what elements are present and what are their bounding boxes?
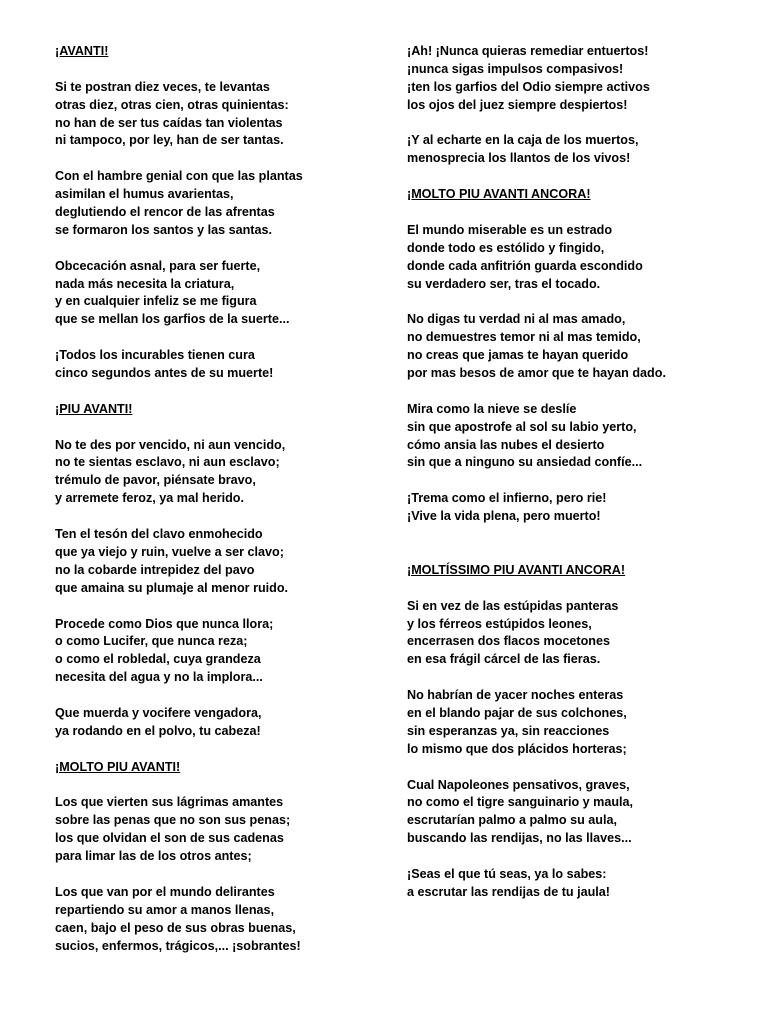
- stanza-gap: [407, 848, 747, 866]
- poem-line: Obcecación asnal, para ser fuerte,: [55, 258, 261, 273]
- stanza-gap: [55, 687, 395, 705]
- poem-line: en el blando pajar de sus colchones,: [407, 705, 627, 720]
- stanza-gap: [407, 669, 747, 687]
- poem-line: necesita del agua y no la implora...: [55, 670, 263, 685]
- poem-line: No te des por vencido, ni aun vencido,: [55, 437, 286, 452]
- poem-line: menosprecia los llantos de los vivos!: [407, 151, 631, 166]
- poem-line: no como el tigre sanguinario y maula,: [407, 795, 634, 810]
- poem-line: otras diez, otras cien, otras quinientas:: [55, 97, 289, 112]
- poem-line: Los que vierten sus lágrimas amantes: [55, 795, 284, 810]
- stanza-gap: [407, 472, 747, 490]
- poem-line: ¡nunca sigas impulsos compasivos!: [407, 61, 624, 76]
- poem-line: se formaron los santos y las santas.: [55, 222, 272, 237]
- poem-line: no te sientas esclavo, ni aun esclavo;: [55, 455, 280, 470]
- poem-line: y en cualquier infeliz se me figura: [55, 294, 257, 309]
- stanza-gap: [55, 150, 395, 168]
- stanza-gap: [55, 419, 395, 437]
- poem-line: donde cada anfitrión guarda escondido: [407, 258, 643, 273]
- poem-line: o como el robledal, cuya grandeza: [55, 652, 261, 667]
- poem-line: repartiendo su amor a manos llenas,: [55, 902, 275, 917]
- poem-line: ¡ten los garfios del Odio siempre activos: [407, 79, 650, 94]
- stanza-gap: [55, 598, 395, 616]
- poem-line: y los férreos estúpidos leones,: [407, 616, 592, 631]
- stanza-gap: [407, 383, 747, 401]
- poem-line: deglutiendo el rencor de las afrentas: [55, 205, 275, 220]
- section-heading: ¡MOLTO PIU AVANTI ANCORA!: [407, 187, 591, 202]
- stanza-gap: [407, 204, 747, 222]
- section-heading: ¡MOLTÍSSIMO PIU AVANTI ANCORA!: [407, 562, 626, 577]
- stanza-gap: [55, 329, 395, 347]
- poem-line: cómo ansia las nubes el desierto: [407, 437, 605, 452]
- poem-line: donde todo es estólido y fingido,: [407, 240, 605, 255]
- poem-line: Si en vez de las estúpidas panteras: [407, 598, 619, 613]
- poem-line: ¡Vive la vida plena, pero muerto!: [407, 509, 601, 524]
- poem-line: ya rodando en el polvo, tu cabeza!: [55, 723, 261, 738]
- poem-line: no demuestres temor ni al mas temido,: [407, 330, 641, 345]
- poem-line: Si te postran diez veces, te levantas: [55, 79, 270, 94]
- poem-line: ¡Ah! ¡Nunca quieras remediar entuertos!: [407, 44, 649, 58]
- poem-line: buscando las rendijas, no las llaves...: [407, 831, 632, 846]
- poem-line: Con el hambre genial con que las plantas: [55, 169, 303, 184]
- poem-line: caen, bajo el peso de sus obras buenas,: [55, 920, 296, 935]
- poem-line: Procede como Dios que nunca llora;: [55, 616, 274, 631]
- poem-line: los ojos del juez siempre despiertos!: [407, 97, 628, 112]
- stanza-gap: [55, 866, 395, 884]
- stanza-gap: [55, 777, 395, 795]
- poem-line: cinco segundos antes de su muerte!: [55, 366, 274, 381]
- poem-line: y arremete feroz, ya mal herido.: [55, 491, 244, 506]
- poem-line: ¡Trema como el infierno, pero rie!: [407, 491, 607, 506]
- poem-line: o como Lucifer, que nunca reza;: [55, 634, 248, 649]
- stanza-gap: [55, 741, 395, 759]
- poem-line: ni tampoco, por ley, han de ser tantas.: [55, 133, 284, 148]
- poem-line: por mas besos de amor que te hayan dado.: [407, 366, 666, 381]
- left-column: [55, 43, 395, 955]
- right-column: [407, 43, 747, 902]
- stanza-gap: [407, 115, 747, 133]
- poem-line: que se mellan los garfios de la suerte...: [55, 312, 290, 327]
- stanza-gap: [407, 544, 747, 562]
- poem-line: no creas que jamas te hayan querido: [407, 348, 629, 363]
- poem-line: para limar las de los otros antes;: [55, 849, 252, 864]
- stanza-gap: [407, 293, 747, 311]
- section-heading: ¡AVANTI!: [55, 44, 109, 58]
- poem-line: no han de ser tus caídas tan violentas: [55, 115, 283, 130]
- stanza-gap: [407, 759, 747, 777]
- section-heading: ¡PIU AVANTI!: [55, 401, 133, 416]
- poem-line: No habrían de yacer noches enteras: [407, 688, 624, 703]
- poem-line: a escrutar las rendijas de tu jaula!: [407, 884, 610, 899]
- poem-line: sucios, enfermos, trágicos,... ¡sobrantes!: [55, 938, 301, 953]
- poem-line: sin que apostrofe al sol su labio yerto,: [407, 419, 637, 434]
- poem-line: ¡Todos los incurables tienen cura: [55, 348, 255, 363]
- poem-line: sobre las penas que no son sus penas;: [55, 813, 291, 828]
- poem-line: en esa frágil cárcel de las fieras.: [407, 652, 601, 667]
- poem-line: Cual Napoleones pensativos, graves,: [407, 777, 630, 792]
- poem-line: sin que a ninguno su ansiedad confíe...: [407, 455, 643, 470]
- stanza-gap: [407, 526, 747, 544]
- stanza-gap: [407, 580, 747, 598]
- poem-line: trémulo de pavor, piénsate bravo,: [55, 473, 256, 488]
- stanza-gap: [55, 240, 395, 258]
- poem-line: Que muerda y vocifere vengadora,: [55, 705, 262, 720]
- poem-line: No digas tu verdad ni al mas amado,: [407, 312, 626, 327]
- poem-line: escrutarían palmo a palmo su aula,: [407, 813, 617, 828]
- stanza-gap: [55, 61, 395, 79]
- poem-line: lo mismo que dos plácidos horteras;: [407, 741, 627, 756]
- poem-line: Ten el tesón del clavo enmohecido: [55, 527, 263, 542]
- poem-line: asimilan el humus avarientas,: [55, 187, 234, 202]
- poem-line: que amaina su plumaje al menor ruido.: [55, 580, 289, 595]
- poem-line: Mira como la nieve se deslíe: [407, 401, 577, 416]
- poem-line: que ya viejo y ruin, vuelve a ser clavo;: [55, 544, 284, 559]
- poem-line: los que olvidan el son de sus cadenas: [55, 831, 284, 846]
- poem-line: encerrasen dos flacos mocetones: [407, 634, 610, 649]
- poem-line: ¡Seas el que tú seas, ya lo sabes:: [407, 866, 607, 881]
- poem-line: ¡Y al echarte en la caja de los muertos,: [407, 133, 639, 148]
- poem-line: nada más necesita la criatura,: [55, 276, 235, 291]
- section-heading: ¡MOLTO PIU AVANTI!: [55, 759, 181, 774]
- stanza-gap: [55, 508, 395, 526]
- poem-line: sin esperanzas ya, sin reacciones: [407, 723, 610, 738]
- poem-line: su verdadero ser, tras el tocado.: [407, 276, 601, 291]
- poem-line: Los que van por el mundo delirantes: [55, 884, 275, 899]
- stanza-gap: [407, 168, 747, 186]
- stanza-gap: [55, 383, 395, 401]
- poem-line: El mundo miserable es un estrado: [407, 222, 613, 237]
- poem-line: no la cobarde intrepidez del pavo: [55, 562, 255, 577]
